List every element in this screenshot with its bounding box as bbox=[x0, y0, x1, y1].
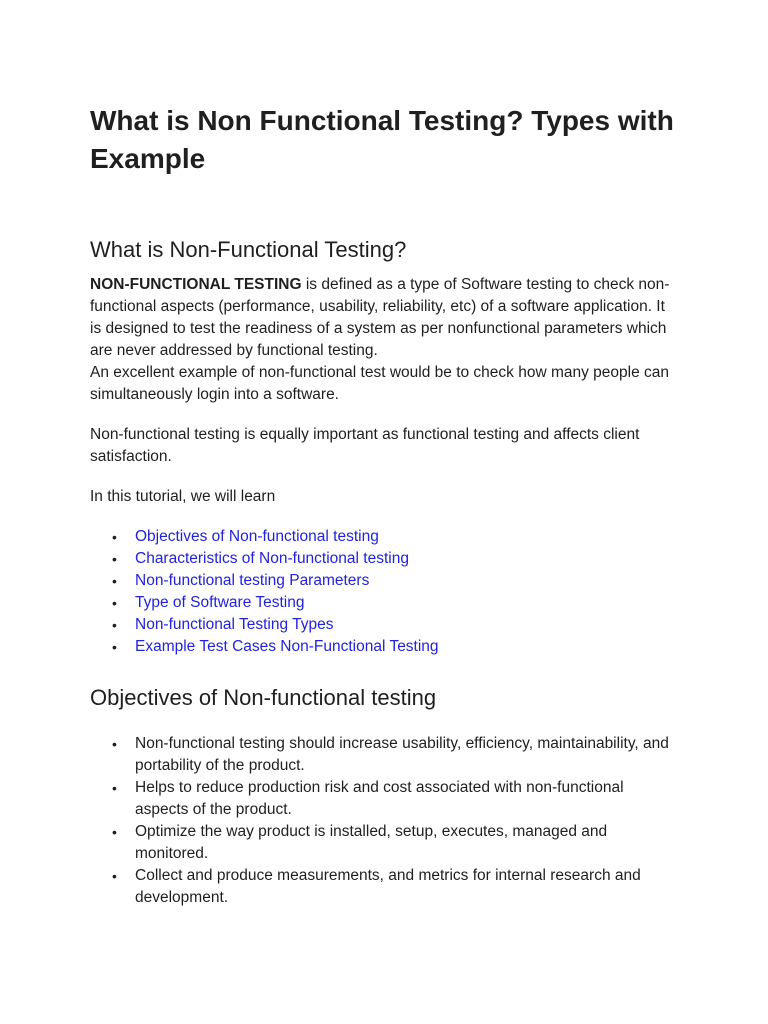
bullet-icon: • bbox=[112, 639, 117, 655]
bullet-icon: • bbox=[112, 868, 117, 884]
definition-term: NON-FUNCTIONAL TESTING bbox=[90, 276, 302, 293]
list-item bbox=[90, 570, 680, 592]
example-text: An excellent example of non-functional test would be to check how many people can simultaneously login into a software. bbox=[90, 364, 670, 403]
bullet-icon: • bbox=[112, 573, 117, 589]
list-item bbox=[90, 733, 680, 777]
section-heading-what-is: What is Non-Functional Testing? bbox=[90, 237, 407, 262]
toc-list bbox=[90, 526, 680, 658]
page-title: What is Non Functional Testing? Types with Example bbox=[90, 105, 674, 174]
bullet-icon: • bbox=[112, 780, 117, 796]
list-item bbox=[90, 865, 680, 909]
objective-text: Non-functional testing should increase usability, efficiency, maintainability, and portability of the product. bbox=[135, 735, 669, 774]
bullet-icon: • bbox=[112, 529, 117, 545]
list-item bbox=[90, 777, 680, 821]
definition-text: is defined as a type of Software testing to check non-functional aspects (performance, usability, reliability, etc) of a software application. It is designed to test the readiness of a system as per nonfunctional parameters which are never addressed by functional testing. bbox=[90, 276, 670, 359]
toc-link-software-testing-type[interactable]: Type of Software Testing bbox=[135, 594, 305, 611]
list-item bbox=[90, 636, 680, 658]
toc-link-example-test-cases[interactable]: Example Test Cases Non-Functional Testing bbox=[135, 638, 439, 655]
toc-link-testing-types[interactable]: Non-functional Testing Types bbox=[135, 616, 334, 633]
objective-text: Collect and produce measurements, and metrics for internal research and development. bbox=[135, 867, 641, 906]
section-heading-objectives: Objectives of Non-functional testing bbox=[90, 685, 437, 710]
toc-link-parameters[interactable]: Non-functional testing Parameters bbox=[135, 572, 370, 589]
list-item bbox=[90, 526, 680, 548]
list-item bbox=[90, 592, 680, 614]
objectives-list bbox=[90, 733, 680, 909]
objective-text: Helps to reduce production risk and cost associated with non-functional aspects of the product. bbox=[135, 779, 624, 818]
list-item bbox=[90, 614, 680, 636]
bullet-icon: • bbox=[112, 736, 117, 752]
bullet-icon: • bbox=[112, 617, 117, 633]
learn-intro: In this tutorial, we will learn bbox=[90, 488, 276, 505]
objective-text: Optimize the way product is installed, setup, executes, managed and monitored. bbox=[135, 823, 608, 862]
list-item bbox=[90, 821, 680, 865]
toc-link-objectives[interactable]: Objectives of Non-functional testing bbox=[135, 528, 379, 545]
bullet-icon: • bbox=[112, 595, 117, 611]
definition-paragraph bbox=[90, 274, 680, 406]
bullet-icon: • bbox=[112, 551, 117, 567]
bullet-icon: • bbox=[112, 824, 117, 840]
list-item bbox=[90, 548, 680, 570]
importance-paragraph: Non-functional testing is equally important as functional testing and affects client satisfaction. bbox=[90, 426, 640, 465]
toc-link-characteristics[interactable]: Characteristics of Non-functional testing bbox=[135, 550, 409, 567]
